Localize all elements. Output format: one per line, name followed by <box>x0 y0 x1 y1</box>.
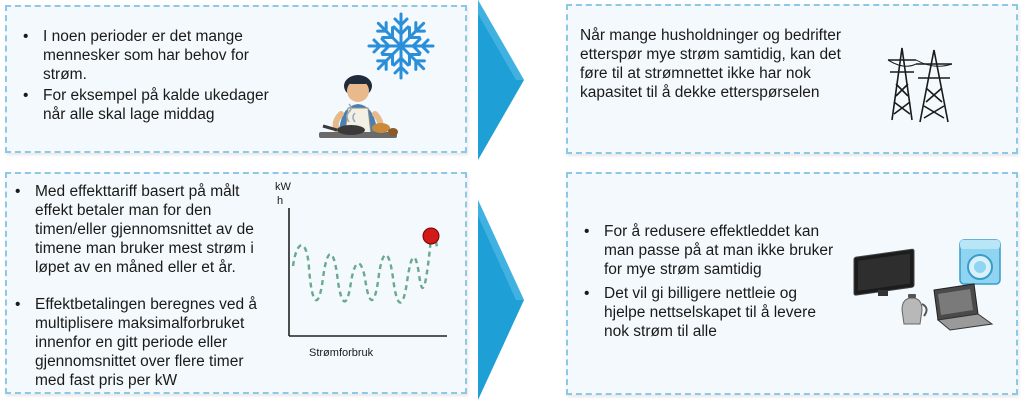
bullet-item: • Effektbetalingen beregnes ved å multiplisere maksimalforbruket innenfor en gitt periode eller gjennomsnittet over flere timer med fast pris per kW <box>11 295 273 390</box>
panel-grid-capacity <box>566 4 1018 154</box>
bullet-list <box>580 222 842 341</box>
cooking-person-icon <box>315 70 401 150</box>
chevron-arrow-icon <box>476 200 532 400</box>
peak-marker <box>423 228 439 244</box>
panel-effect-tariff <box>5 172 467 394</box>
bullet-list <box>11 182 273 390</box>
panel-reduce-usage <box>566 172 1018 395</box>
bullet-list <box>19 27 289 124</box>
bullet-item: • For å redusere effektleddet kan man passe på at man ikke bruker for mye strøm samtidig <box>580 222 842 279</box>
graph-ylabel-line2: h <box>277 195 284 207</box>
graph-ylabel-line1: kW <box>275 181 291 193</box>
chevron-arrow-icon <box>476 0 532 160</box>
power-pylon-icon <box>874 40 962 126</box>
consumption-curve <box>293 232 437 303</box>
bullet-item: • For eksempel på kalde ukedager når alle skal lage middag <box>19 86 289 124</box>
consumption-graph <box>269 178 459 363</box>
bullet-item: • Det vil gi billigere nettleie og hjelpe nettselskapet til å levere nok strøm til alle <box>580 284 842 341</box>
capacity-text: Når mange husholdninger og bedrifter etterspør mye strøm samtidig, kan det føre til at strømnettet ikke har nok kapasitet til å dekke etterspørselen <box>580 27 842 101</box>
bullet-item: • Med effekttariff basert på målt effekt betaler man for den timen/eller gjennomsnittet av de timene man bruker mest strøm i løpet av en måned eller et år. <box>11 182 273 277</box>
panel-cold-weekdays <box>5 5 467 153</box>
appliances-icon <box>850 228 1010 332</box>
bullet-item: • I noen perioder er det mange mennesker som har behov for strøm. <box>19 27 289 84</box>
graph-xlabel: Strømforbruk <box>309 347 374 359</box>
